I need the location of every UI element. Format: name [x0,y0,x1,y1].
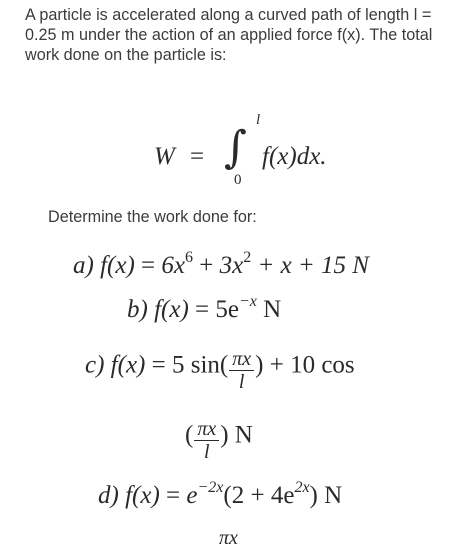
part-c-function: f(x) [110,351,146,379]
part-d-close-unit: ) N [309,482,343,509]
part-d-paren-term: (2 + 4e [223,482,295,509]
fraction-numerator: πx [232,348,252,370]
work-symbol: W [154,143,175,170]
part-d-label: d) [98,482,119,509]
part-b-term: 5e [215,296,239,323]
part-c-cos-term: ) + 10 cos [255,351,355,379]
part-a-function: f(x) [100,252,135,279]
part-a-exponent-2: 2 [243,249,252,266]
part-d-exponent-2: 2x [294,479,310,496]
part-d-equals: = [166,482,181,509]
part-d-equation [98,479,343,509]
cutoff-fraction-numerator: πx [219,527,238,549]
part-c-equation-line-1 [85,345,355,393]
problem-statement: A particle is accelerated along a curved path of length l = 0.25 m under the action of an applied force f(x). The total work done on the particle is: [25,6,433,64]
fraction-denominator: l [204,441,210,463]
part-d-function: f(x) [125,482,160,509]
part-d-exponent-1: −2x [197,479,224,496]
part-a-plus: + [199,252,214,279]
part-c-label: c) [85,351,105,379]
integral-upper-limit: l [256,112,261,128]
part-a-equation [73,249,369,279]
part-c-fraction-1 [229,349,254,393]
part-a-term-1: 6x [161,252,185,279]
part-c-equation-line-2 [185,415,253,463]
part-a-exponent-1: 6 [185,249,193,266]
part-b-label: b) [127,296,148,323]
part-c-sin-term: 5 sin( [171,351,229,379]
fraction-denominator: l [238,371,245,393]
part-c-fraction-2 [194,419,219,463]
part-d-base: e [186,482,198,509]
fraction-numerator: πx [197,418,217,440]
task-prompt: Determine the work done for: [48,208,257,226]
integral-lower-limit: 0 [234,172,242,188]
integrand: f(x)dx. [262,143,327,170]
part-a-label: a) [73,252,94,279]
part-a-equals: = [141,252,156,279]
part-a-remainder: + x + 15 N [257,252,369,279]
equals-sign: = [190,143,205,170]
part-b-equals: = [195,296,210,323]
part-b-equation [127,293,282,323]
part-c-open-paren: ( [185,421,194,449]
part-c-close-unit: ) N [220,421,253,449]
part-c-equals: = [151,351,166,379]
part-b-unit: N [263,296,282,323]
integral-sign: ∫ [224,122,247,173]
part-b-function: f(x) [154,296,189,323]
part-a-term-2: 3x [219,252,244,279]
part-b-exponent: −x [239,293,257,310]
